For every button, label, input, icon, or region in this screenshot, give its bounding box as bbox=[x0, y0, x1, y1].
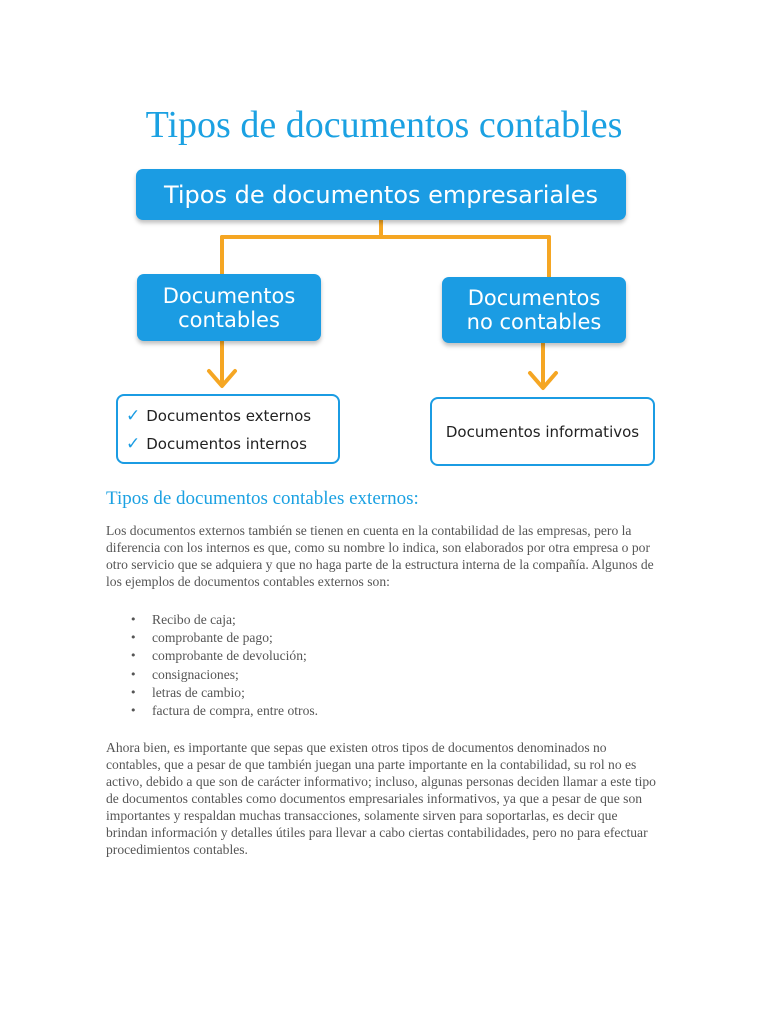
list-item: • comprobante de devolución; bbox=[106, 647, 318, 665]
box-business-documents-label: Tipos de documentos empresariales bbox=[163, 180, 599, 209]
internal-item bbox=[126, 430, 338, 458]
checkmark-icon: ✓ bbox=[126, 434, 141, 454]
checkmark-icon: ✓ bbox=[126, 406, 141, 426]
list-item: • consignaciones; bbox=[106, 666, 318, 684]
informative-item-label: Documentos informativos bbox=[445, 422, 640, 441]
section-title: Tipos de documentos contables externos: bbox=[106, 488, 419, 509]
page-title: Tipos de documentos contables bbox=[145, 104, 623, 146]
list-item: • letras de cambio; bbox=[106, 684, 318, 702]
box-business-documents bbox=[136, 169, 626, 220]
box-accounting-line1: Documentos bbox=[162, 283, 296, 308]
box-non-accounting-line1: Documentos bbox=[467, 286, 601, 310]
box-accounting-line2: contables bbox=[178, 307, 280, 332]
external-item bbox=[126, 402, 338, 430]
external-documents-list bbox=[106, 611, 318, 720]
list-item: • factura de compra, entre otros. bbox=[106, 702, 318, 720]
box-informative bbox=[430, 397, 655, 466]
box-non-accounting-line2: no contables bbox=[466, 310, 602, 334]
external-item-label: Documentos externos bbox=[146, 407, 312, 425]
box-accounting-types bbox=[116, 394, 340, 464]
paragraph-non-accounting: Ahora bien, es importante que sepas que existen otros tipos de documentos denominados no contables, que a pesar de que también juegan una parte importante en la contabilidad, su rol no es activo, debido a que son de carácter informativo; incluso, algunas personas deciden llamar a este tipo de documentos contables como documentos empresariales informativos, ya que a pesar de que son importantes y respaldan muchas transacciones, solamente sirven para soportarlas, es decir que brindan información y detalles útiles para llevar a cabo ciertas contabilidades, pero no para efectuar procedimientos contables. bbox=[106, 740, 656, 857]
paragraph-external: Los documentos externos también se tienen en cuenta en la contabilidad de las empresas, pero la diferencia con los internos es que, como su nombre lo indica, son elaborados por otra empresa o por otro servicio que se adquiera y que no haga parte de la estructura interna de la compañía. Algunos de los ejemplos de documentos contables externos son: bbox=[106, 523, 654, 589]
document-types-diagram bbox=[0, 0, 768, 480]
list-item: • comprobante de pago; bbox=[106, 629, 318, 647]
box-non-accounting-documents bbox=[442, 277, 626, 343]
internal-item-label: Documentos internos bbox=[146, 435, 307, 453]
list-item: • Recibo de caja; bbox=[106, 611, 318, 629]
box-accounting-documents bbox=[137, 274, 321, 341]
